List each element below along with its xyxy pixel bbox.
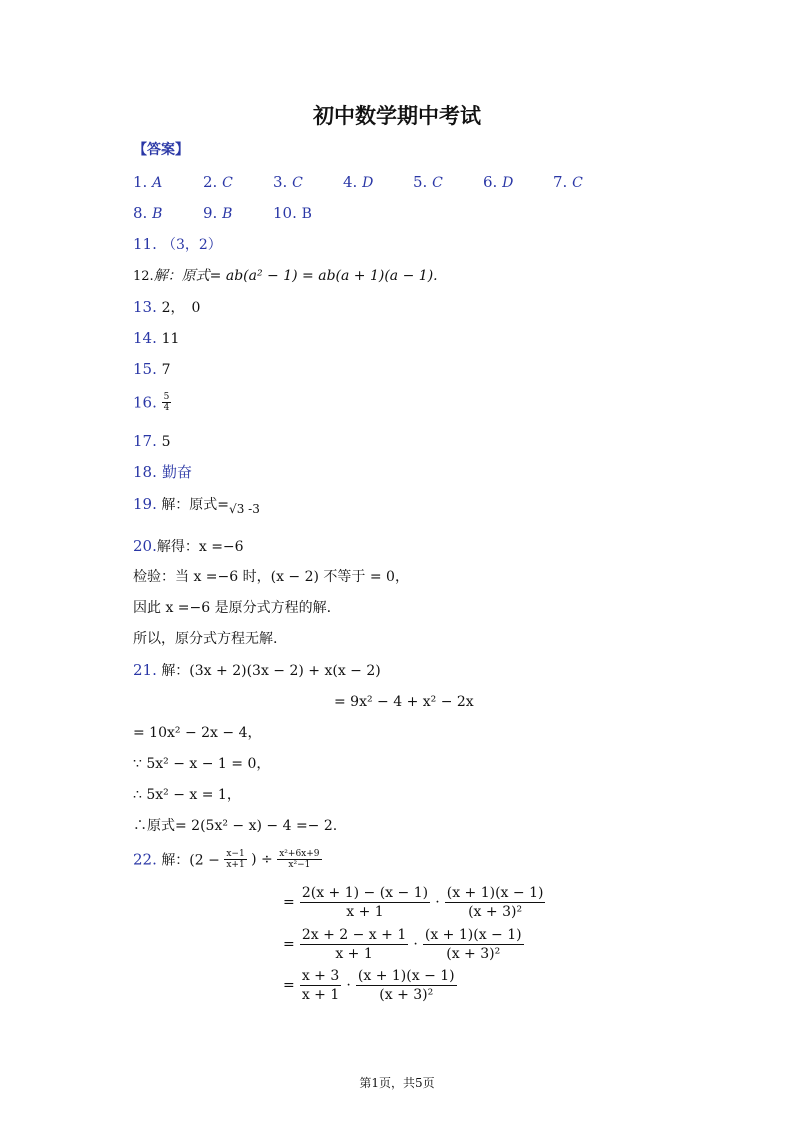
answer-17: 17. 5: [133, 432, 171, 450]
page-footer: 第1页，共5页: [359, 1076, 435, 1090]
mc-answer-2: 2. C: [203, 173, 233, 191]
answer-14: 14. 11: [133, 329, 180, 347]
answer-12: 12.解：原式= ab(a² − 1) = ab(a + 1)(a − 1).: [133, 268, 438, 284]
answer-21-line-2: = 9x² − 4 + x² − 2x: [334, 694, 474, 710]
answer-22-step-2: = $\frac{2x + 2 - x + 1}{x + 1}$ · $\frac{(x + 1)(x - 1)}{\text{(x + 3)²}}$: [283, 927, 522, 962]
answer-22-line-1: 22. 解：(2 − $\frac{x-1}{x+1}$ ) ÷ $\frac{\text{x²+6x+9}}{\text{x²−1}}$: [133, 849, 320, 870]
mc-answer-5: 5. C: [413, 173, 443, 191]
mc-answer-1: 1. A: [133, 173, 163, 191]
mc-answer-10: 10. B: [273, 204, 312, 222]
answer-11: 11. （3，2）: [133, 235, 222, 253]
step-3-fraction-a: $\frac{x + 3}{x + 1}$: [301, 968, 340, 1003]
answer-20-line-4: 所以，原分式方程无解.: [133, 631, 278, 647]
mc-answer-6: 6. D: [483, 173, 514, 191]
fraction-5-4: $\frac{5}{4}$: [163, 392, 170, 413]
answer-21-line-6: ∴原式= 2(5x² − x) − 4 =− 2.: [133, 818, 338, 834]
answer-20-line-1: 20.解得：x =−6: [133, 537, 244, 555]
answer-18: 18. 勤奋: [133, 463, 192, 481]
answer-21-line-5: ∴ 5x² − x = 1，: [133, 787, 241, 803]
fraction-quadratic: $\frac{\text{x²+6x+9}}{\text{x²−1}}$: [279, 849, 320, 870]
step-2-fraction-a: $\frac{2x + 2 - x + 1}{x + 1}$: [301, 927, 407, 962]
step-1-fraction-b: $\frac{(x + 1)(x - 1)}{\text{(x + 3)²}}$: [446, 885, 544, 920]
step-3-fraction-b: $\frac{(x + 1)(x - 1)}{\text{(x + 3)²}}$: [357, 968, 455, 1003]
answer-20-line-3: 因此 x =−6 是原分式方程的解.: [133, 600, 332, 616]
answer-13: 13. 2， 0: [133, 298, 201, 316]
page-title: 初中数学期中考试: [313, 104, 481, 128]
answer-tag: 【答案】: [133, 142, 189, 158]
answer-20-line-2: 检验：当 x =−6 时，(x − 2) 不等于 = 0，: [133, 569, 409, 585]
mc-answer-9: 9. B: [203, 204, 233, 222]
mc-answer-3: 3. C: [273, 173, 303, 191]
fraction-x-minus-1-over-x-plus-1: $\frac{x-1}{x+1}$: [226, 849, 245, 870]
mc-answer-8: 8. B: [133, 204, 163, 222]
answer-21-line-4: ∵ 5x² − x − 1 = 0，: [133, 756, 271, 772]
answer-19: 19. 解：原式=√3 -3: [133, 495, 260, 516]
mc-answer-7: 7. C: [553, 173, 583, 191]
mc-answer-4: 4. D: [343, 173, 374, 191]
answer-22-step-3: = $\frac{x + 3}{x + 1}$ · $\frac{(x + 1)(x - 1)}{\text{(x + 3)²}}$: [283, 968, 455, 1003]
answer-21-line-1: 21. 解：(3x + 2)(3x − 2) + x(x − 2): [133, 661, 381, 679]
answer-15: 15. 7: [133, 360, 171, 378]
step-1-fraction-a: $\frac{2(x + 1) - (x - 1)}{x + 1}$: [301, 885, 429, 920]
answer-21-line-3: = 10x² − 2x − 4，: [133, 725, 262, 741]
answer-16: 16. $\frac{5}{4}$: [133, 392, 170, 413]
step-2-fraction-b: $\frac{(x + 1)(x - 1)}{\text{(x + 3)²}}$: [424, 927, 522, 962]
answer-22-step-1: = $\frac{2(x + 1) - (x - 1)}{x + 1}$ · $\frac{(x + 1)(x - 1)}{\text{(x + 3)²}}$: [283, 885, 544, 920]
